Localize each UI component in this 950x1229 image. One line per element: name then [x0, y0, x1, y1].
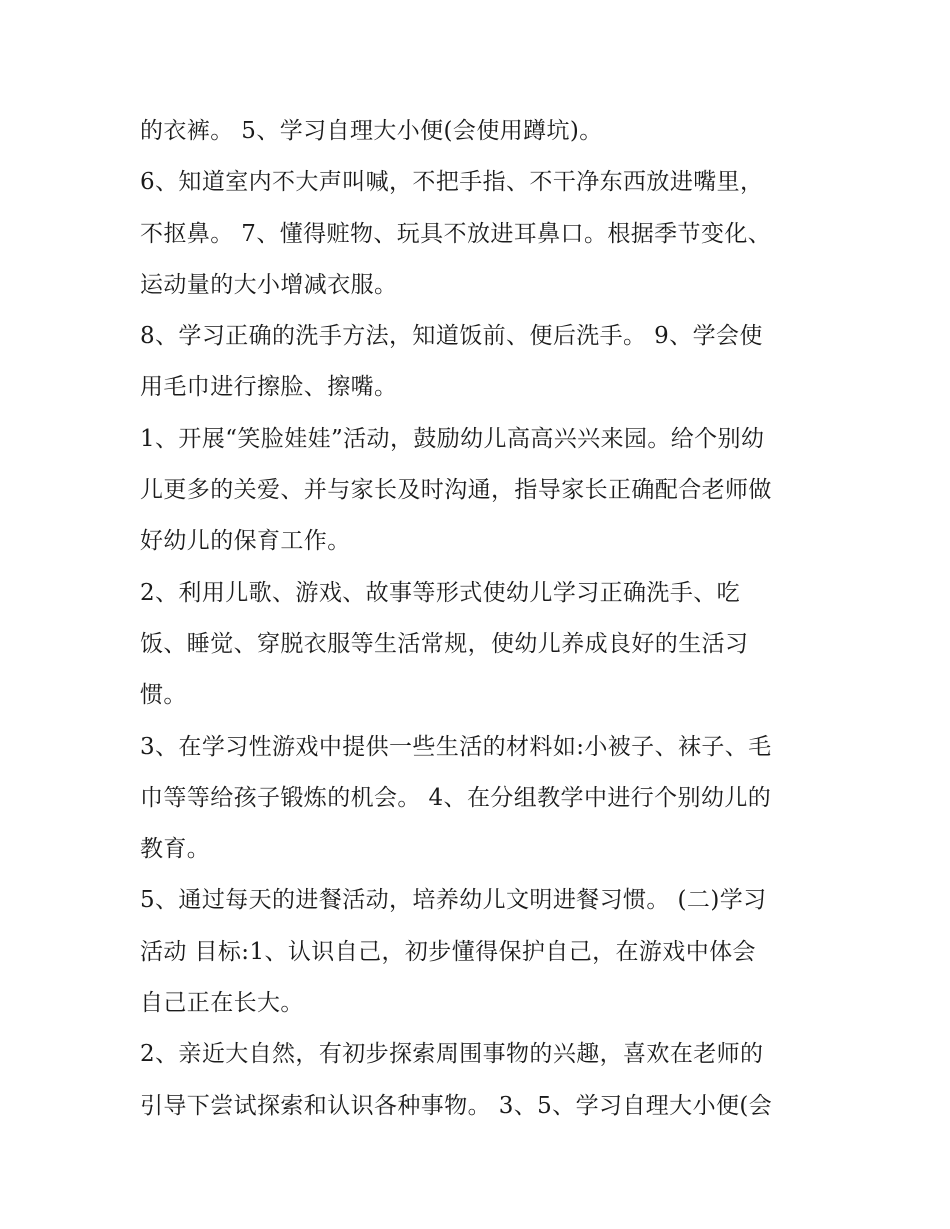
text-line: 活动 目标:1、认识自己，初步懂得保护自己，在游戏中体会: [140, 938, 756, 965]
text-line: 教育。: [140, 836, 211, 863]
text-line: 的衣裤。 5、学习自理大小便(会使用蹲坑)。: [140, 118, 603, 144]
text-line: 2、亲近大自然，有初步探索周围事物的兴趣，喜欢在老师的: [140, 1041, 764, 1068]
text-line: 饭、睡觉、穿脱衣服等生活常规，使幼儿养成良好的生活习: [140, 630, 749, 657]
text-line: 1、开展“笑脸娃娃”活动，鼓励幼儿高高兴兴来园。给个别幼: [140, 425, 765, 452]
text-line: 5、通过每天的进餐活动，培养幼儿文明进餐习惯。 (二)学习: [140, 887, 767, 914]
text-line: 巾等等给孩子锻炼的机会。 4、在分组教学中进行个别幼儿的: [140, 784, 772, 811]
text-line: 儿更多的关爱、并与家长及时沟通，指导家长正确配合老师做: [140, 477, 772, 504]
text-line: 6、知道室内不大声叫喊，不把手指、不干净东西放进嘴里，: [140, 169, 764, 196]
text-line: 好幼儿的保育工作。: [140, 528, 351, 555]
text-line: 8、学习正确的洗手方法，知道饭前、便后洗手。 9、学会使: [140, 323, 763, 350]
text-line: 惯。: [140, 682, 187, 709]
text-line: 自己正在长大。: [140, 990, 304, 1017]
text-line: 引导下尝试探索和认识各种事物。 3、5、学习自理大小便(会: [140, 1092, 773, 1119]
text-line: 用毛巾进行擦脸、擦嘴。: [140, 374, 398, 401]
document-body: [140, 106, 840, 1132]
text-line: 3、在学习性游戏中提供一些生活的材料如:小被子、袜子、毛: [140, 733, 772, 760]
text-line: 运动量的大小增减衣服。: [140, 271, 398, 298]
text-line: 不抠鼻。 7、懂得赃物、玩具不放进耳鼻口。根据季节变化、: [140, 220, 772, 247]
text-line: 2、利用儿歌、游戏、故事等形式使幼儿学习正确洗手、吃: [140, 579, 741, 606]
